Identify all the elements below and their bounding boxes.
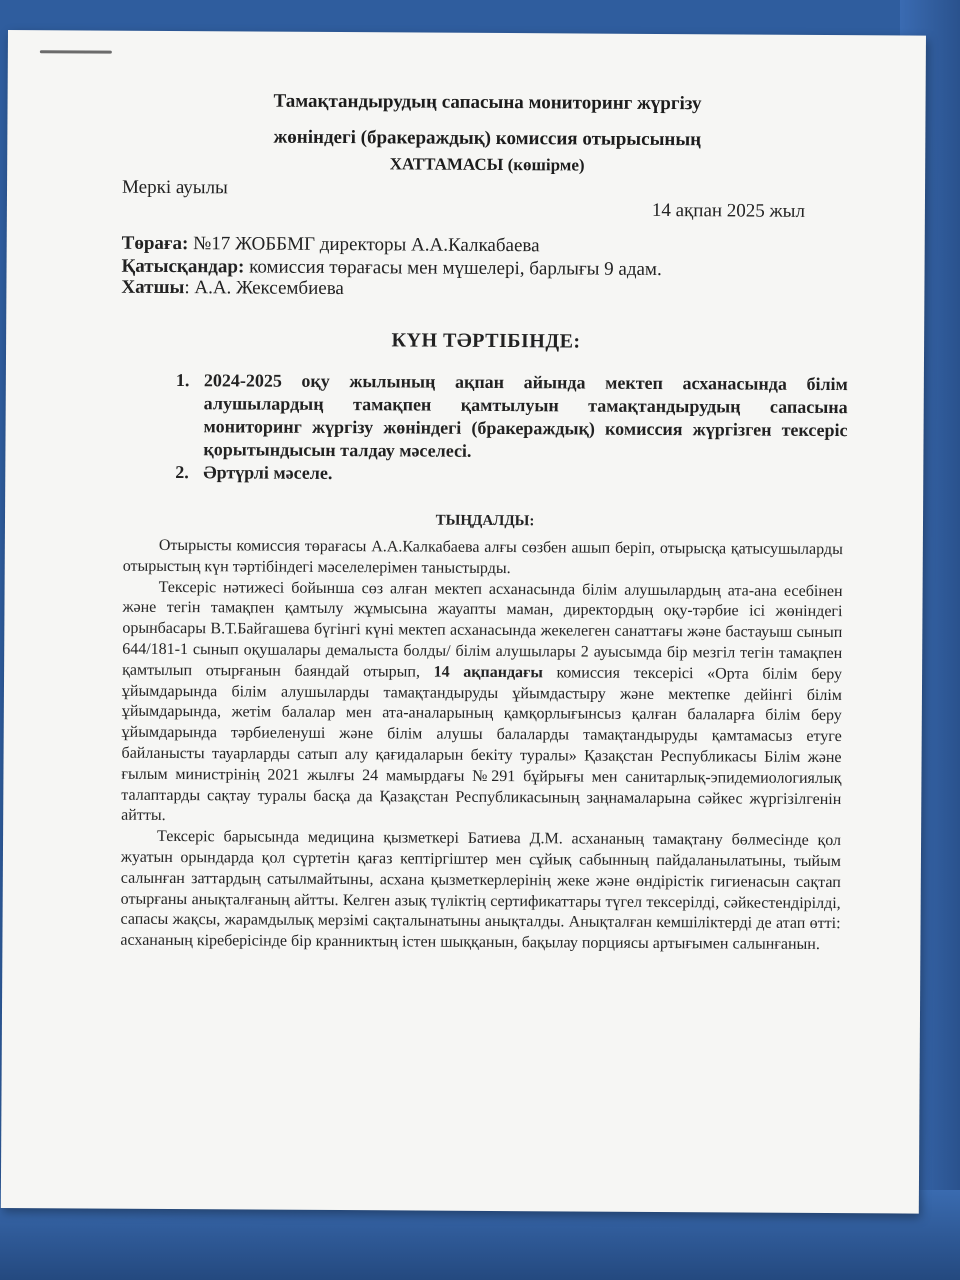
secretary-label: Хатшы: [121, 276, 185, 299]
chair-value: №17 ЖОББМГ директоры А.А.Калкабаева: [188, 233, 540, 257]
paragraph-report-part1: Тексеріс нәтижесі бойынша сөз алған мектеп асханасында білім алушылардың ата-ана есебінен және тегін тамақпен қамтылу жұмысына жауапты маман, директордың оқу-тәрбие ісі жөніндегі орынбасары В.Т.Байгашева бүгінгі күні мектеп асханасында жекелеген санаттағы және бастауыш сынып 644/181-1 сынып оқушалары демалыста болды/ білім алушылары 2 ауысымда бір мезгіл тегін тамақпен қамтылып отырғанын баяндай отырып,: [122, 578, 843, 681]
doc-title-line3: ХАТТАМАСЫ (көшірме): [389, 154, 585, 175]
agenda-list: [175, 369, 848, 488]
agenda-item-text: Әртүрлі мәселе.: [203, 462, 333, 483]
agenda-item: [175, 369, 848, 465]
agenda-item-number: 1.: [175, 370, 190, 391]
agenda-title: КҮН ТӘРТІБІНДЕ:: [391, 329, 581, 353]
members-value: комиссия төрағасы мен мүшелері, барлығы 9 адам.: [244, 256, 662, 280]
paragraph-report-part2: комиссия тексерісі «Орта білім беру ұйымдарында білім алушыларды тамақтандыруды ұйымдастыру және мектепке дейінгі білім ұйымдарында, жетім балалар мен ата-аналарының қамқорлығынсыз қалған балаларға білім беру ұйымдарында тәрбиеленуші және білім алушы балаларды тамақтандыруды қамтамасыз етуге байланысты тауарларды сатып алу қағидаларын бекіту туралы» Қазақстан Республикасы Білім және ғылым министрінің 2021 жылғы 24 мамырдағы №291 бұйрығы мен санитарлық-эпидемиологиялық талаптарды сақтау туралы басқа да Қазақстан Республикасының заңнамаларына сәйкес жүргізілгенін айтты.: [121, 664, 843, 825]
agenda-item-text: 2024-2025 оқу жылының ақпан айында мектеп асханасында білім алушылардың тамақпен қамтылуын тамақтандырудың сапасына мониторинг жүргізу жөніндегі (бракераждық) комиссия жүргізген тексеріс қорытындысын талдау мәселесі.: [203, 370, 848, 461]
heard-title: ТЫҢДАЛДЫ:: [435, 512, 535, 530]
agenda-item-number: 2.: [175, 462, 189, 483]
meeting-place: Меркі ауылы: [121, 176, 228, 199]
agenda-item: [175, 461, 847, 488]
meeting-date: 14 ақпан 2025 жыл: [651, 199, 806, 222]
pencil-mark: [40, 50, 112, 53]
paragraph-opening: Отырысты комиссия төрағасы А.А.Калкабаева алғы сөзбен ашып беріп, отырысқа қатысушыларды отырыстың күн тәртібіндегі мәселелерімен таныстырды.: [122, 536, 843, 577]
document-page: [1, 30, 926, 1214]
minutes-body: [120, 536, 843, 956]
chair-line: [122, 233, 540, 258]
chair-label: Төраға:: [121, 232, 189, 255]
paragraph-report-bold-date: 14 ақпандағы: [433, 663, 543, 682]
paragraph-inspection: Тексеріс барысында медицина қызметкері Батиева Д.М. асхананың тамақтану бөлмесінде қол жуатын орындарда қол сүртетін қағаз кептіргіштер мен сұйық сабынның пайдаланылатыны, тыйым салынған заттардың сатылмайтыны, асхана қызметкерлерінің жеке және өндірістік гигиенасын сақтап отырғаны анықталғаның айтты. Келген азық түліктің сертификаттары түгел тексерілді, сәйкестендірілді, сапасы жақсы, жарамдылық мерзімі сақталынатыны анықталды. Анықталған кемшіліктерді де атап өтті: асхананың кіреберісінде бір кранниктың істен шыққанын, бақылау порциясы артығымен салынғанын.: [120, 828, 842, 954]
doc-title-line1: Тамақтандырудың сапасына мониторинг жүргізу: [273, 90, 702, 115]
secretary-value: : А.А. Жексембиева: [184, 277, 344, 300]
members-label: Қатысқандар:: [121, 255, 245, 278]
secretary-line: [121, 277, 344, 300]
doc-title-line2: жөніндегі (бракераждық) комиссия отырысының: [273, 126, 702, 151]
paragraph-report: [121, 577, 843, 831]
